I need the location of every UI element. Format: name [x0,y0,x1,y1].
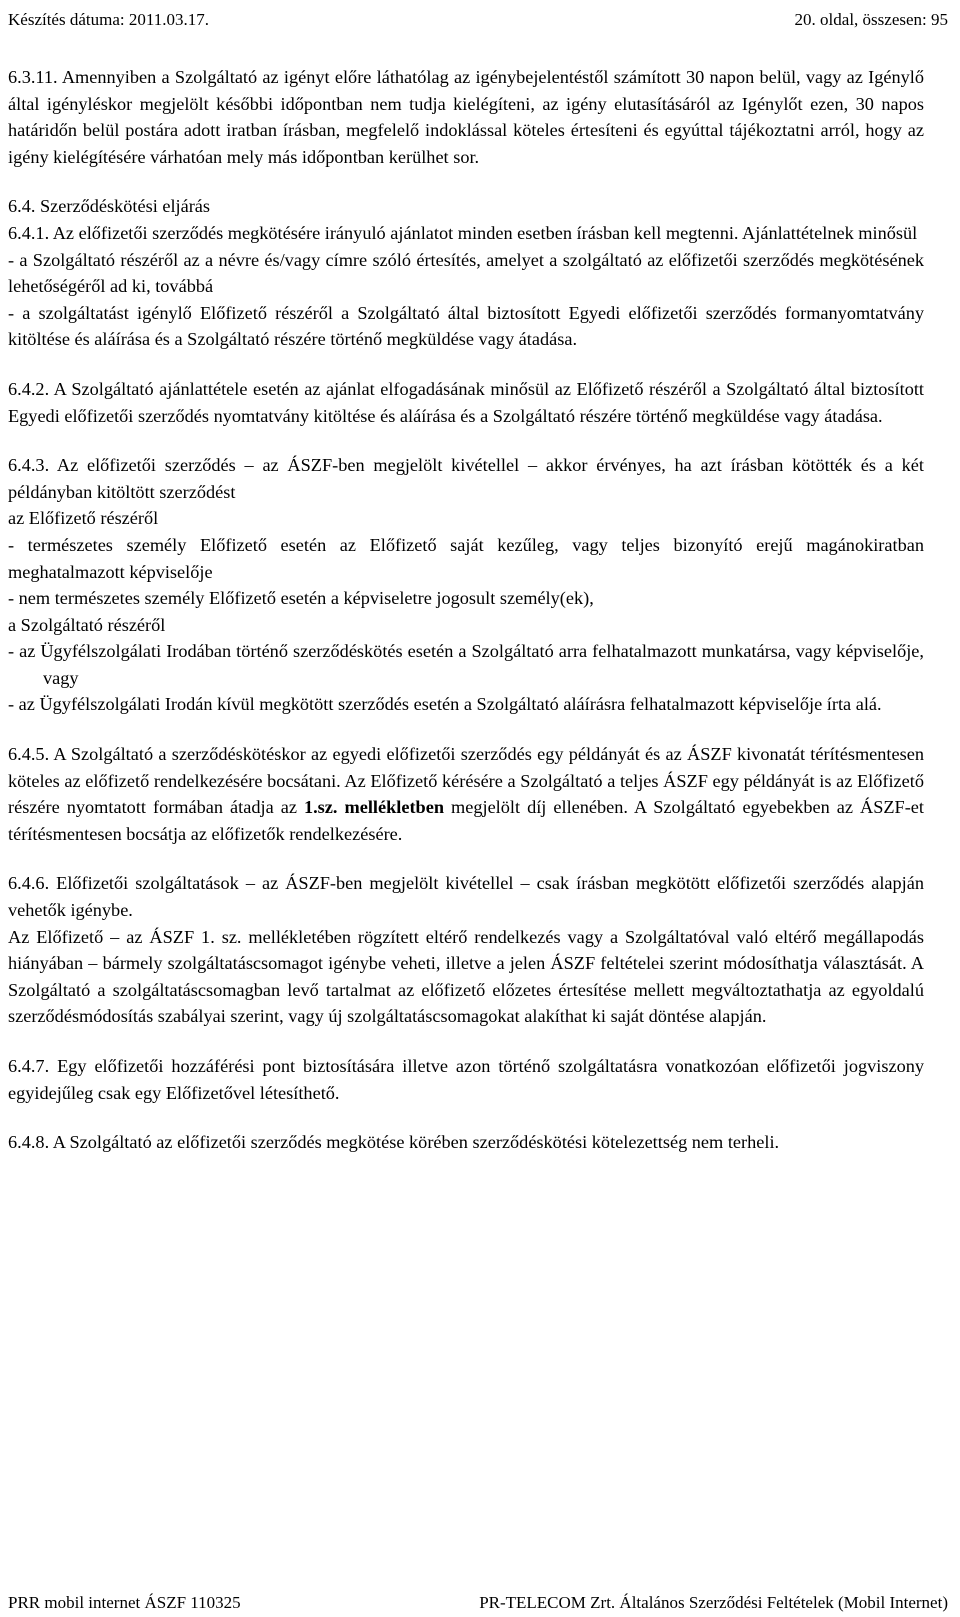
subheading-provider-side: a Szolgáltató részéről [8,614,166,635]
list-item: - a Szolgáltató részéről az a névre és/vagy címre szóló értesítés, amelyet a szolgáltató az előfizetői szerződés megkötésének lehetőségéről ad ki, továbbá [8,249,924,297]
list-item: - nem természetes személy Előfizető esetén a képviseletre jogosult személy(ek), [8,588,594,609]
section-6-4-3: 6.4.3. Az előfizetői szerződés – az ÁSZF-ben megjelölt kivétellel – akkor érvényes, ha azt írásban kötötték és a két példányban kitöltött szerződést [8,455,924,502]
section-6-4-1: 6.4.1. Az előfizetői szerződés megkötésére irányuló ajánlatot minden esetben írásban kell megtenni. Ajánlattételnek minősül [8,222,918,243]
section-6-4-5 [8,741,924,847]
section-6-4-8: 6.4.8. A Szolgáltató az előfizetői szerződés megkötése körében szerződéskötési kötelezettség nem terheli. [8,1132,780,1153]
page-number: 20. oldal, összesen: 95 [794,10,948,29]
page-footer [8,1591,948,1615]
section-6-4-2: 6.4.2. A Szolgáltató ajánlattétele esetén az ajánlat elfogadásának minősül az Előfizető részéről a Szolgáltató által biztosított Egyedi előfizetői szerződés nyomtatvány kitöltése és aláírása és a Szolgáltató részére történő megküldése vagy átadása. [8,378,924,426]
heading-6-4: 6.4. Szerződéskötési eljárás [8,196,211,217]
footer-company-title: PR-TELECOM Zrt. Általános Szerződési Feltételek (Mobil Internet) [479,1593,948,1612]
section-6-3-11: 6.3.11. Amennyiben a Szolgáltató az igényt előre láthatólag az igénybejelentéstől számított 30 napon belül, vagy az Igénylő által igényléskor megjelölt későbbi időpontban nem tudja kielégíteni, az igény elutasításáról az Igénylőt ezen, 30 napos határidőn belül postára adott iratban írásban, megfelelő indoklással köteles értesíteni és egyúttal tájékoztatni arról, hogy az igény kielégítésére várhatóan mely más időpontban kerülhet sor. [8,67,924,167]
creation-date: Készítés dátuma: 2011.03.17. [8,10,209,29]
list-item: - a szolgáltatást igénylő Előfizető részéről a Szolgáltató által biztosított Egyedi előfizetői szerződés formanyomtatvány kitöltése és aláírása és a Szolgáltató részére történő megküldése vagy átadása. [8,302,924,350]
section-6-4-7: 6.4.7. Egy előfizetői hozzáférési pont biztosítására illetve azon történő szolgáltatásra vonatkozóan előfizetői jogviszony egyidejűleg csak egy Előfizetővel létesíthető. [8,1056,924,1103]
section-6-4-5-part1: 6.4.5. A Szolgáltató a szerződéskötéskor az egyedi előfizetői szerződés egy példányát és az ÁSZF kivonatát térítésmentesen köteles az előfizető rendelkezésére bocsátani. Az Előfizető kérésére a Szolgáltató a teljes ÁSZF egy példányát is az Előfizető részére nyomtatott formában átadja az [8,744,924,818]
list-item: - természetes személy Előfizető esetén az Előfizető saját kezűleg, vagy teljes bizonyító erejű magánokiratban meghatalmazott képviselője [8,534,924,582]
section-6-4-5-part2: megjelölt díj ellenében. A Szolgáltató egyebekben az ÁSZF-et térítésmentesen bocsátja az előfizetők rendelkezésére. [8,797,925,844]
annex-reference: 1.sz. mellékletben [303,797,444,818]
subheading-subscriber-side: az Előfizető részéről [8,508,159,529]
list-item: - az Ügyfélszolgálati Irodán kívül megkötött szerződés esetén a Szolgáltató aláírásra felhatalmazott képviselője írta alá. [8,694,882,715]
footer-document-id: PRR mobil internet ÁSZF 110325 [8,1593,241,1612]
section-6-4-6: 6.4.6. Előfizetői szolgáltatások – az ÁSZF-ben megjelölt kivétellel – csak írásban megkötött előfizetői szerződés alapján vehetők igénybe. [8,873,924,921]
document-body [8,64,924,1156]
section-6-4-6-continued: Az Előfizető – az ÁSZF 1. sz. mellékletében rögzített eltérő rendelkezés vagy a Szolgáltatóval való eltérő megállapodás hiányában – bármely szolgáltatáscsomagot igénybe veheti, illetve a jelen ÁSZF feltételei szerint módosíthatja választását. A Szolgáltató a szolgáltatáscsomagban levő tartalmat az előfizető előzetes értesítése mellett megváltoztathatja az egyoldalú szerződésmódosítás szabályai szerint, vagy új szolgáltatáscsomagokat alakíthat ki saját döntése alapján. [8,926,924,1027]
list-item: - az Ügyfélszolgálati Irodában történő szerződéskötés esetén a Szolgáltató arra felhatalmazott munkatársa, vagy képviselője, vagy [8,641,924,688]
page-header [8,8,948,32]
